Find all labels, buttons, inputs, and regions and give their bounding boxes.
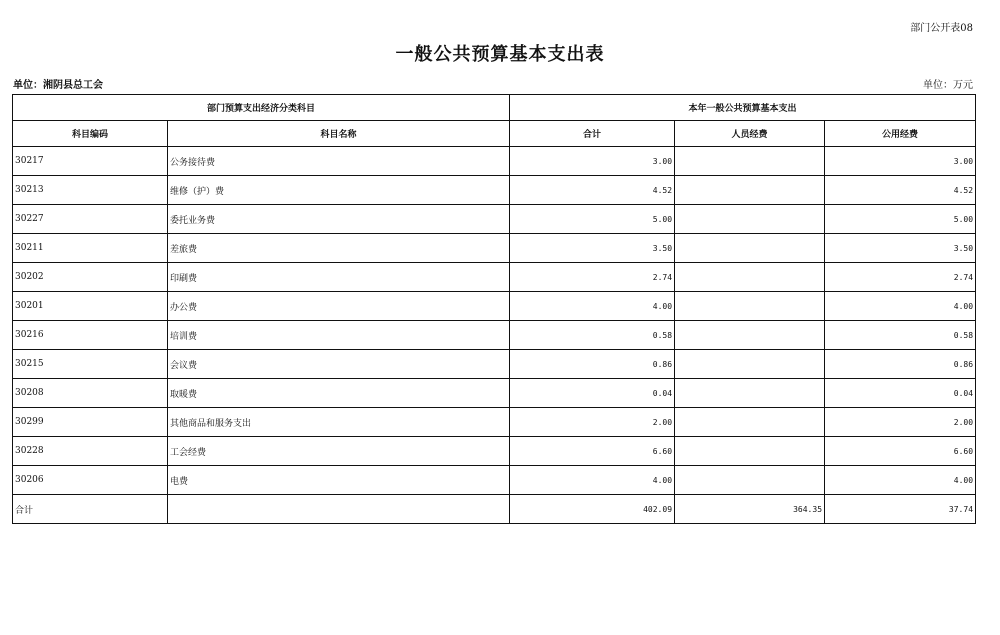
cell-code: 30201 (13, 292, 168, 321)
table-row (13, 176, 976, 205)
cell-public: 3.00 (825, 147, 976, 176)
cell-personnel (675, 350, 825, 379)
cell-code: 30216 (13, 321, 168, 350)
cell-personnel (675, 408, 825, 437)
cell-total: 5.00 (510, 205, 675, 234)
cell-public: 2.00 (825, 408, 976, 437)
cell-public: 0.04 (825, 379, 976, 408)
cell-public: 0.86 (825, 350, 976, 379)
cell-personnel (675, 321, 825, 350)
table-body (13, 147, 976, 524)
cell-name: 其他商品和服务支出 (168, 408, 510, 437)
cell-total: 4.52 (510, 176, 675, 205)
cell-code: 30211 (13, 234, 168, 263)
cell-code: 30227 (13, 205, 168, 234)
cell-total: 0.04 (510, 379, 675, 408)
cell-name: 办公费 (168, 292, 510, 321)
current-year-group-header: 本年一般公共预算基本支出 (510, 95, 976, 121)
cell-total: 0.86 (510, 350, 675, 379)
cell-code: 30228 (13, 437, 168, 466)
cell-name: 会议费 (168, 350, 510, 379)
cell-name: 委托业务费 (168, 205, 510, 234)
category-group-header: 部门预算支出经济分类科目 (13, 95, 510, 121)
table-column-header-row (13, 121, 976, 147)
cell-personnel (675, 379, 825, 408)
table-row (13, 437, 976, 466)
cell-personnel (675, 234, 825, 263)
table-row (13, 466, 976, 495)
cell-public: 0.58 (825, 321, 976, 350)
cell-personnel (675, 205, 825, 234)
total-public-cell: 37.74 (825, 495, 976, 524)
cell-name: 电费 (168, 466, 510, 495)
total-name-cell (168, 495, 510, 524)
table-row (13, 292, 976, 321)
cell-code: 30202 (13, 263, 168, 292)
total-personnel-cell: 364.35 (675, 495, 825, 524)
cell-total: 2.74 (510, 263, 675, 292)
cell-total: 2.00 (510, 408, 675, 437)
total-row (13, 495, 976, 524)
cell-public: 6.60 (825, 437, 976, 466)
cell-name: 公务接待费 (168, 147, 510, 176)
table-row (13, 321, 976, 350)
column-header-public: 公用经费 (825, 121, 976, 147)
budget-table (12, 94, 976, 524)
cell-total: 4.00 (510, 466, 675, 495)
cell-public: 5.00 (825, 205, 976, 234)
column-header-total: 合计 (510, 121, 675, 147)
cell-total: 4.00 (510, 292, 675, 321)
table-row (13, 234, 976, 263)
cell-name: 印刷费 (168, 263, 510, 292)
form-code: 部门公开表08 (910, 23, 973, 34)
cell-personnel (675, 437, 825, 466)
table-row (13, 379, 976, 408)
cell-public: 4.00 (825, 292, 976, 321)
cell-total: 3.00 (510, 147, 675, 176)
cell-name: 培训费 (168, 321, 510, 350)
total-label-cell: 合计 (13, 495, 168, 524)
cell-public: 2.74 (825, 263, 976, 292)
cell-name: 工会经费 (168, 437, 510, 466)
cell-code: 30299 (13, 408, 168, 437)
column-header-personnel: 人员经费 (675, 121, 825, 147)
cell-public: 3.50 (825, 234, 976, 263)
cell-personnel (675, 176, 825, 205)
table-row (13, 205, 976, 234)
cell-public: 4.52 (825, 176, 976, 205)
cell-public: 4.00 (825, 466, 976, 495)
cell-personnel (675, 147, 825, 176)
cell-code: 30217 (13, 147, 168, 176)
column-header-name: 科目名称 (168, 121, 510, 147)
cell-total: 0.58 (510, 321, 675, 350)
table-row (13, 147, 976, 176)
cell-name: 差旅费 (168, 234, 510, 263)
cell-personnel (675, 263, 825, 292)
page-title: 一般公共预算基本支出表 (395, 44, 605, 65)
total-sum-cell: 402.09 (510, 495, 675, 524)
cell-personnel (675, 466, 825, 495)
cell-code: 30208 (13, 379, 168, 408)
cell-code: 30213 (13, 176, 168, 205)
table-row (13, 350, 976, 379)
cell-name: 维修（护）费 (168, 176, 510, 205)
cell-personnel (675, 292, 825, 321)
cell-total: 3.50 (510, 234, 675, 263)
table-group-header-row (13, 95, 976, 121)
table-row (13, 408, 976, 437)
cell-total: 6.60 (510, 437, 675, 466)
table-row (13, 263, 976, 292)
organization-unit: 单位：湘阴县总工会 (13, 80, 103, 91)
currency-unit: 单位：万元 (923, 80, 973, 91)
column-header-code: 科目编码 (13, 121, 168, 147)
cell-code: 30215 (13, 350, 168, 379)
cell-name: 取暖费 (168, 379, 510, 408)
cell-code: 30206 (13, 466, 168, 495)
